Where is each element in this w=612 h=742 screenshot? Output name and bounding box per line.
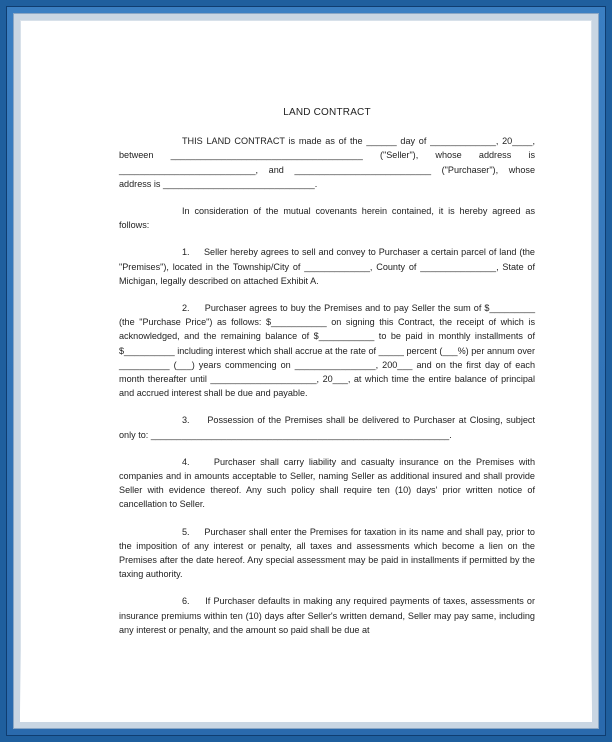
outer-frame bbox=[6, 6, 606, 736]
document-page bbox=[20, 20, 592, 722]
paragraph-4: 4. Purchaser shall carry liability and casualty insurance on the Premises with companies and in amounts acceptable to Seller, naming Seller as additional insured and shall provide Seller with evidence thereof. Any such policy shall require ten (10) days' prior written notice of cancellation to Seller. bbox=[119, 456, 538, 510]
paragraph-2: 2. Purchaser agrees to buy the Premises and to pay Seller the sum of $_________ (the "Purchase Price") as follows: $___________ on signing this Contract, the receipt of which is acknowledged, and the remaining balance of $___________ to be paid in monthly installments of $__________ including interest which shall accrue at the rate of _____ percent (___%) per annum over __________ (___) years commencing on ________________, 200___ and on the first day of each month thereafter until _____________________, 20___, at which time the entire balance of principal and accrued interest shall be due and payable. bbox=[119, 303, 538, 399]
paragraph-1: 1. Seller hereby agrees to sell and convey to Purchaser a certain parcel of land (the "Premises"), located in the Township/City of _____________, County of _______________, State of Michigan, legally described on attached Exhibit A. bbox=[119, 247, 538, 286]
paragraph-3: 3. Possession of the Premises shall be delivered to Purchaser at Closing, subject only to: ___________________________________________________________. bbox=[119, 415, 538, 440]
document-body bbox=[119, 106, 538, 662]
paragraph-consideration: In consideration of the mutual covenants herein contained, it is hereby agreed as follows: bbox=[119, 206, 538, 231]
paragraph-5: 5. Purchaser shall enter the Premises for taxation in its name and shall pay, prior to the imposition of any interest or penalty, all taxes and assessments which become a lien on the Premises after the date hereof. Any special assessment may be paid in installments if permitted by the taxing authority. bbox=[119, 526, 538, 580]
bottom-fade bbox=[20, 650, 592, 722]
inner-frame bbox=[13, 13, 599, 729]
paragraph-6: 6. If Purchaser defaults in making any required payments of taxes, assessments or insurance premiums within ten (10) days after Seller's written demand, Seller may pay same, including any interest or penalty, and the amount so paid shall be due at bbox=[119, 596, 538, 635]
document-title: LAND CONTRACT bbox=[283, 107, 371, 118]
paragraph-intro: THIS LAND CONTRACT is made as of the ______ day of _____________, 20____, between ______________________________________ ("Seller"), whose address is ___________________________, and ___________________________ ("Purchaser"), whose address is ______________________________. bbox=[119, 136, 538, 189]
